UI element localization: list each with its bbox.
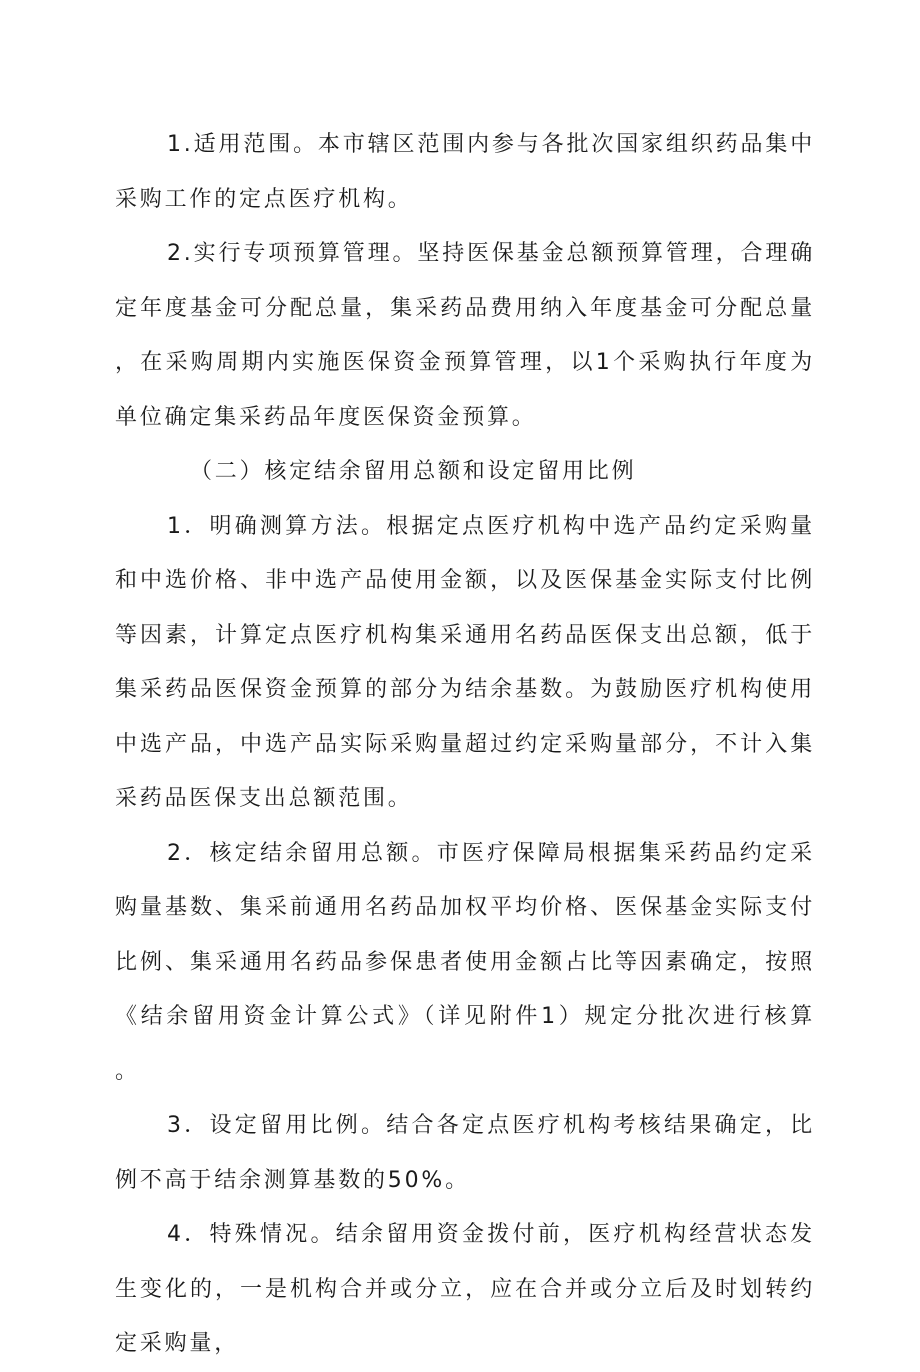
paragraph-calculation-method: 1．明确测算方法。根据定点医疗机构中选产品约定采购量和中选价格、非中选产品使用金额，以及医保基金实际支付比例等因素，计算定点医疗机构集采通用名药品医保支出总额，低于集采药品医保资金预算的部分为结余基数。为鼓励医疗机构使用中选产品，中选产品实际采购量超过约定采购量部分，不计入集采药品医保支出总额范围。 (115, 513, 815, 811)
paragraph-budget-management: 2.实行专项预算管理。坚持医保基金总额预算管理，合理确定年度基金可分配总量，集采药品费用纳入年度基金可分配总量，在采购周期内实施医保资金预算管理，以1个采购执行年度为单位确定集采药品年度医保资金预算。 (115, 241, 815, 430)
section-heading-2: （二）核定结余留用总额和设定留用比例 (190, 459, 637, 484)
paragraph-special-cases: 4．特殊情况。结余留用资金拨付前，医疗机构经营状态发生变化的，一是机构合并或分立，应在合并或分立后及时划转约定采购量， (115, 1222, 815, 1356)
paragraph-retained-total: 2．核定结余留用总额。市医疗保障局根据集采药品约定采购量基数、集采前通用名药品加权平均价格、医保基金实际支付比例、集采通用名药品参保患者使用金额占比等因素确定，按照《结余留用资金计算公式》（详见附件1）规定分批次进行核算。 (115, 840, 815, 1084)
document-body (115, 118, 815, 1372)
paragraph-scope: 1.适用范围。本市辖区范围内参与各批次国家组织药品集中采购工作的定点医疗机构。 (115, 132, 815, 212)
paragraph-retention-ratio: 3．设定留用比例。结合各定点医疗机构考核结果确定，比例不高于结余测算基数的50%。 (115, 1113, 815, 1193)
